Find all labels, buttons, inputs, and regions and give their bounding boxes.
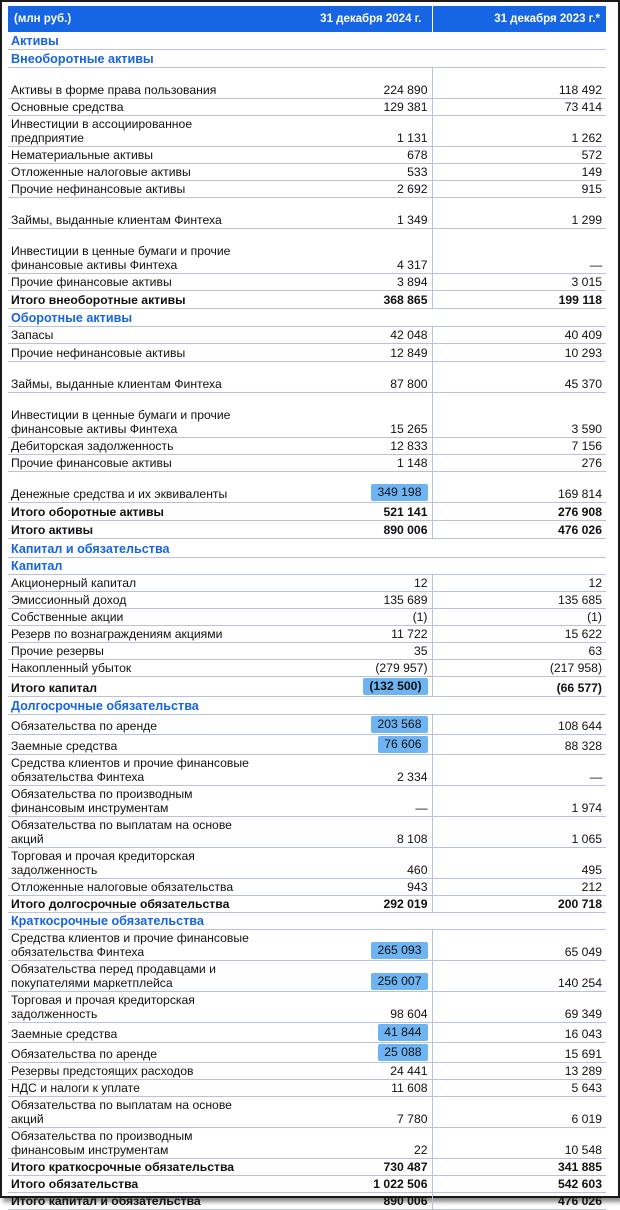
row-label: Итого внеоборотные активы: [8, 290, 258, 308]
row-label: Инвестиции в ценные бумаги и прочие финансовые активы Финтеха: [8, 228, 258, 273]
value-cell-2024: 11 608: [258, 1079, 432, 1096]
row-label: Прочие финансовые активы: [8, 273, 258, 290]
table-row: [8, 163, 606, 180]
table-row: [8, 1042, 606, 1062]
row-label: Итого капитал и обязательства: [8, 1192, 258, 1209]
value-cell-2024: (279 957): [258, 659, 432, 676]
value-cell-2023: 1 299: [432, 197, 606, 228]
row-label: Отложенные налоговые обязательства: [8, 878, 258, 895]
value-cell-2023: 1 065: [432, 816, 606, 847]
table-row: [8, 67, 606, 98]
table-row: [8, 1079, 606, 1096]
value-cell-2024: 2 692: [258, 180, 432, 197]
value-cell-2023: 140 254: [432, 960, 606, 991]
value-cell-2024: 521 141: [258, 502, 432, 520]
value-cell-2023: 118 492: [432, 67, 606, 98]
value-cell-2023: 212: [432, 878, 606, 895]
table-row: [8, 816, 606, 847]
table-row: [8, 1022, 606, 1042]
table-row: [8, 659, 606, 676]
value-cell-2023: 7 156: [432, 437, 606, 454]
value-cell-2024: 87 800: [258, 361, 432, 392]
highlighted-value: 41 844: [378, 1024, 427, 1041]
row-label: Итого обязательства: [8, 1175, 258, 1192]
value-cell-2024: 135 689: [258, 591, 432, 608]
value-cell-2024: 12 833: [258, 437, 432, 454]
row-label: Прочие нефинансовые активы: [8, 343, 258, 361]
table-row: [8, 754, 606, 785]
value-cell-2023: 40 409: [432, 326, 606, 343]
row-label: Накопленный убыток: [8, 659, 258, 676]
value-cell-2024: [258, 1042, 432, 1062]
row-label: Акционерный капитал: [8, 574, 258, 591]
table-row: [8, 1062, 606, 1079]
highlighted-value: 349 198: [371, 484, 427, 501]
value-cell-2023: 276 908: [432, 502, 606, 520]
row-label: Эмиссионный доход: [8, 591, 258, 608]
table-row: [8, 471, 606, 502]
section-title: Краткосрочные обязательства: [8, 912, 606, 929]
row-label: Займы, выданные клиентам Финтеха: [8, 197, 258, 228]
total-row: [8, 676, 606, 696]
row-label: Торговая и прочая кредиторская задолженность: [8, 991, 258, 1022]
value-cell-2023: 16 043: [432, 1022, 606, 1042]
section-header-row: [8, 557, 606, 574]
row-label: Резерв по вознаграждениям акциями: [8, 625, 258, 642]
section-title: Капитал и обязательства: [8, 538, 606, 557]
row-label: Обязательства перед продавцами и покупателями маркетплейса: [8, 960, 258, 991]
row-label: Обязательства по производным финансовым инструментам: [8, 1127, 258, 1158]
value-cell-2023: (217 958): [432, 659, 606, 676]
total-row: [8, 520, 606, 538]
value-cell-2023: 135 685: [432, 591, 606, 608]
value-cell-2023: (1): [432, 608, 606, 625]
table-row: [8, 642, 606, 659]
value-cell-2024: 11 722: [258, 625, 432, 642]
row-label: Активы в форме права пользования: [8, 67, 258, 98]
row-label: Обязательства по выплатам на основе акций: [8, 1096, 258, 1127]
row-label: Средства клиентов и прочие финансовые обязательства Финтеха: [8, 754, 258, 785]
value-cell-2023: 542 603: [432, 1175, 606, 1192]
value-cell-2024: 224 890: [258, 67, 432, 98]
value-cell-2023: 200 718: [432, 895, 606, 912]
value-cell-2023: 199 118: [432, 290, 606, 308]
row-label: Инвестиции в ценные бумаги и прочие финансовые активы Финтеха: [8, 392, 258, 437]
table-row: [8, 146, 606, 163]
value-cell-2023: 45 370: [432, 361, 606, 392]
highlighted-value: 76 606: [378, 736, 427, 753]
table-row: [8, 591, 606, 608]
total-row: [8, 895, 606, 912]
table-row: [8, 454, 606, 471]
value-cell-2024: 533: [258, 163, 432, 180]
value-cell-2023: 1 262: [432, 115, 606, 146]
value-cell-2024: [258, 929, 432, 960]
table-header-row: [8, 6, 606, 32]
value-cell-2023: 169 814: [432, 471, 606, 502]
section-header-row: [8, 32, 606, 49]
row-label: Инвестиции в ассоциированное предприятие: [8, 115, 258, 146]
value-cell-2024: 12 849: [258, 343, 432, 361]
table-row: [8, 1096, 606, 1127]
value-cell-2023: 3 015: [432, 273, 606, 290]
section-title: Активы: [8, 32, 606, 49]
value-cell-2024: 460: [258, 847, 432, 878]
value-cell-2023: 341 885: [432, 1158, 606, 1175]
value-cell-2023: 495: [432, 847, 606, 878]
row-label: Итого долгосрочные обязательства: [8, 895, 258, 912]
section-title: Оборотные активы: [8, 308, 606, 326]
value-cell-2023: 10 293: [432, 343, 606, 361]
table-row: [8, 361, 606, 392]
row-label: Основные средства: [8, 98, 258, 115]
table-row: [8, 960, 606, 991]
highlighted-value: 203 568: [371, 716, 427, 733]
value-cell-2024: 24 441: [258, 1062, 432, 1079]
table-row: [8, 392, 606, 437]
value-cell-2024: [258, 960, 432, 991]
table-row: [8, 574, 606, 591]
table-row: [8, 228, 606, 273]
row-label: Денежные средства и их эквиваленты: [8, 471, 258, 502]
value-cell-2023: 63: [432, 642, 606, 659]
total-row: [8, 290, 606, 308]
table-row: [8, 625, 606, 642]
table-row: [8, 98, 606, 115]
value-cell-2024: [258, 1022, 432, 1042]
value-cell-2023: 12: [432, 574, 606, 591]
value-cell-2023: 65 049: [432, 929, 606, 960]
total-row: [8, 1192, 606, 1209]
row-label: Займы, выданные клиентам Финтеха: [8, 361, 258, 392]
column-header-2023: 31 декабря 2023 г.*: [432, 6, 606, 32]
table-row: [8, 326, 606, 343]
value-cell-2024: (1): [258, 608, 432, 625]
row-label: Прочие нефинансовые активы: [8, 180, 258, 197]
section-header-row: [8, 49, 606, 67]
value-cell-2023: 108 644: [432, 714, 606, 734]
value-cell-2024: 368 865: [258, 290, 432, 308]
value-cell-2023: —: [432, 228, 606, 273]
row-label: Обязательства по выплатам на основе акций: [8, 816, 258, 847]
total-row: [8, 1158, 606, 1175]
value-cell-2023: 10 548: [432, 1127, 606, 1158]
value-cell-2023: 15 622: [432, 625, 606, 642]
value-cell-2024: 1 349: [258, 197, 432, 228]
row-label: Прочие финансовые активы: [8, 454, 258, 471]
total-row: [8, 1175, 606, 1192]
table-row: [8, 991, 606, 1022]
value-cell-2024: 890 006: [258, 1192, 432, 1209]
value-cell-2023: 3 590: [432, 392, 606, 437]
value-cell-2023: 69 349: [432, 991, 606, 1022]
row-label: Нематериальные активы: [8, 146, 258, 163]
value-cell-2024: —: [258, 785, 432, 816]
value-cell-2023: 88 328: [432, 734, 606, 754]
row-label: Собственные акции: [8, 608, 258, 625]
table-row: [8, 929, 606, 960]
value-cell-2024: 943: [258, 878, 432, 895]
table-row: [8, 714, 606, 734]
value-cell-2023: —: [432, 754, 606, 785]
value-cell-2024: [258, 714, 432, 734]
value-cell-2023: 276: [432, 454, 606, 471]
value-cell-2023: 73 414: [432, 98, 606, 115]
value-cell-2024: 1 131: [258, 115, 432, 146]
value-cell-2024: 730 487: [258, 1158, 432, 1175]
section-header-row: [8, 538, 606, 557]
table-row: [8, 847, 606, 878]
value-cell-2023: 149: [432, 163, 606, 180]
table-row: [8, 197, 606, 228]
row-label: Обязательства по аренде: [8, 714, 258, 734]
value-cell-2024: 22: [258, 1127, 432, 1158]
row-label: Прочие резервы: [8, 642, 258, 659]
section-header-row: [8, 696, 606, 714]
highlighted-value: 256 007: [371, 973, 427, 990]
value-cell-2024: 12: [258, 574, 432, 591]
value-cell-2023: 476 026: [432, 1192, 606, 1209]
table-row: [8, 343, 606, 361]
value-cell-2024: [258, 676, 432, 696]
section-title: Капитал: [8, 557, 606, 574]
row-label: Итого краткосрочные обязательства: [8, 1158, 258, 1175]
value-cell-2023: 13 289: [432, 1062, 606, 1079]
row-label: Заемные средства: [8, 1022, 258, 1042]
table-row: [8, 608, 606, 625]
table-row: [8, 115, 606, 146]
total-row: [8, 502, 606, 520]
table-row: [8, 273, 606, 290]
row-label: Итого оборотные активы: [8, 502, 258, 520]
value-cell-2024: 2 334: [258, 754, 432, 785]
highlighted-value: (132 500): [363, 678, 427, 695]
row-label: Дебиторская задолженность: [8, 437, 258, 454]
units-header: (млн руб.): [8, 6, 258, 32]
value-cell-2023: 15 691: [432, 1042, 606, 1062]
value-cell-2024: 3 894: [258, 273, 432, 290]
table-row: [8, 785, 606, 816]
value-cell-2024: 4 317: [258, 228, 432, 273]
row-label: НДС и налоги к уплате: [8, 1079, 258, 1096]
row-label: Обязательства по производным финансовым инструментам: [8, 785, 258, 816]
table-row: [8, 1127, 606, 1158]
value-cell-2024: 292 019: [258, 895, 432, 912]
value-cell-2023: 1 974: [432, 785, 606, 816]
row-label: Заемные средства: [8, 734, 258, 754]
section-header-row: [8, 912, 606, 929]
highlighted-value: 25 088: [378, 1044, 427, 1061]
table-row: [8, 878, 606, 895]
row-label: Средства клиентов и прочие финансовые обязательства Финтеха: [8, 929, 258, 960]
section-header-row: [8, 308, 606, 326]
row-label: Итого активы: [8, 520, 258, 538]
row-label: Обязательства по аренде: [8, 1042, 258, 1062]
highlighted-value: 265 093: [371, 942, 427, 959]
row-label: Резервы предстоящих расходов: [8, 1062, 258, 1079]
row-label: Итого капитал: [8, 676, 258, 696]
value-cell-2024: [258, 471, 432, 502]
table-body: [8, 32, 606, 1209]
column-header-2024: 31 декабря 2024 г.: [258, 6, 432, 32]
balance-sheet-table: [8, 6, 606, 1210]
value-cell-2024: 890 006: [258, 520, 432, 538]
value-cell-2024: 15 265: [258, 392, 432, 437]
value-cell-2023: 6 019: [432, 1096, 606, 1127]
value-cell-2023: 476 026: [432, 520, 606, 538]
value-cell-2024: 98 604: [258, 991, 432, 1022]
row-label: Торговая и прочая кредиторская задолженность: [8, 847, 258, 878]
value-cell-2024: [258, 734, 432, 754]
value-cell-2024: 7 780: [258, 1096, 432, 1127]
value-cell-2023: (66 577): [432, 676, 606, 696]
value-cell-2024: 42 048: [258, 326, 432, 343]
section-title: Долгосрочные обязательства: [8, 696, 606, 714]
value-cell-2023: 5 643: [432, 1079, 606, 1096]
value-cell-2024: 1 148: [258, 454, 432, 471]
value-cell-2023: 915: [432, 180, 606, 197]
value-cell-2024: 129 381: [258, 98, 432, 115]
value-cell-2024: 35: [258, 642, 432, 659]
section-title: Внеоборотные активы: [8, 49, 606, 67]
row-label: Запасы: [8, 326, 258, 343]
value-cell-2023: 572: [432, 146, 606, 163]
value-cell-2024: 1 022 506: [258, 1175, 432, 1192]
table-row: [8, 734, 606, 754]
table-row: [8, 437, 606, 454]
value-cell-2024: 678: [258, 146, 432, 163]
table-row: [8, 180, 606, 197]
value-cell-2024: 8 108: [258, 816, 432, 847]
row-label: Отложенные налоговые активы: [8, 163, 258, 180]
